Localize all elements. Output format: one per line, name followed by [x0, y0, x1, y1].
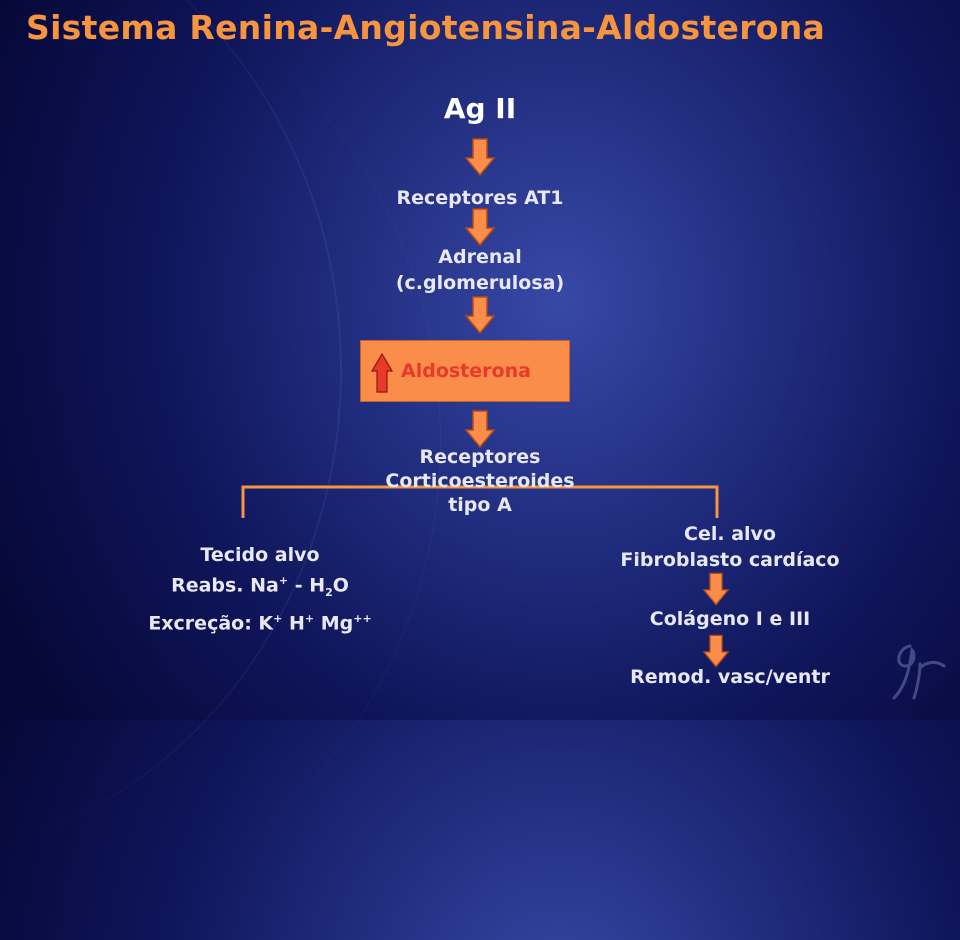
- receptores-line-1: Receptores: [419, 446, 541, 468]
- tecido-line-2: [90, 568, 430, 606]
- node-tecido-alvo: [90, 542, 430, 636]
- excrecao-mg-text: Mg: [314, 612, 354, 635]
- excrecao-k-text: Excreção: K: [148, 612, 274, 635]
- k-charge: +: [273, 612, 283, 626]
- mg-charge: ++: [353, 612, 372, 626]
- tecido-line-3: [90, 606, 430, 636]
- down-arrow-icon: [465, 208, 495, 246]
- adrenal-line-2: (c.glomerulosa): [395, 272, 565, 294]
- background-arc: [0, 0, 342, 860]
- down-arrow-icon: [703, 572, 729, 606]
- down-arrow-icon: [703, 634, 729, 668]
- aldosterona-label: Aldosterona: [401, 360, 531, 382]
- node-receptores-at1: Receptores AT1: [396, 187, 564, 209]
- cel-line-2: Fibroblasto cardíaco: [620, 549, 840, 571]
- node-ag-ii: Ag II: [443, 92, 517, 125]
- cel-line-1: Cel. alvo: [684, 523, 776, 545]
- tecido-h-text: - H: [288, 574, 326, 597]
- up-arrow-icon: [371, 353, 393, 393]
- tecido-reabs-text: Reabs. Na: [171, 574, 279, 597]
- aldosterona-box: [360, 340, 570, 402]
- h2-subscript: 2: [325, 586, 333, 600]
- tecido-o-text: O: [332, 574, 349, 597]
- node-colageno: Colágeno I e III: [649, 608, 811, 630]
- node-cel-alvo: [560, 521, 900, 573]
- node-receptores-corticoesteroides: [320, 445, 640, 517]
- excrecao-h-text: H: [282, 612, 305, 635]
- down-arrow-icon: [465, 410, 495, 448]
- node-adrenal: [330, 244, 630, 296]
- na-charge: +: [278, 574, 289, 587]
- signature-watermark: [880, 636, 950, 706]
- h-charge: +: [304, 612, 315, 626]
- slide-title: Sistema Renina-Angiotensina-Aldosterona: [26, 8, 826, 47]
- adrenal-line-1: Adrenal: [438, 246, 522, 268]
- node-remod: Remod. vasc/ventr: [630, 666, 830, 688]
- down-arrow-icon: [465, 296, 495, 334]
- receptores-line-2: Corticoesteroides: [385, 470, 575, 492]
- receptores-line-3: tipo A: [448, 494, 512, 516]
- down-arrow-icon: [465, 138, 495, 176]
- tecido-line-1: Tecido alvo: [200, 544, 320, 566]
